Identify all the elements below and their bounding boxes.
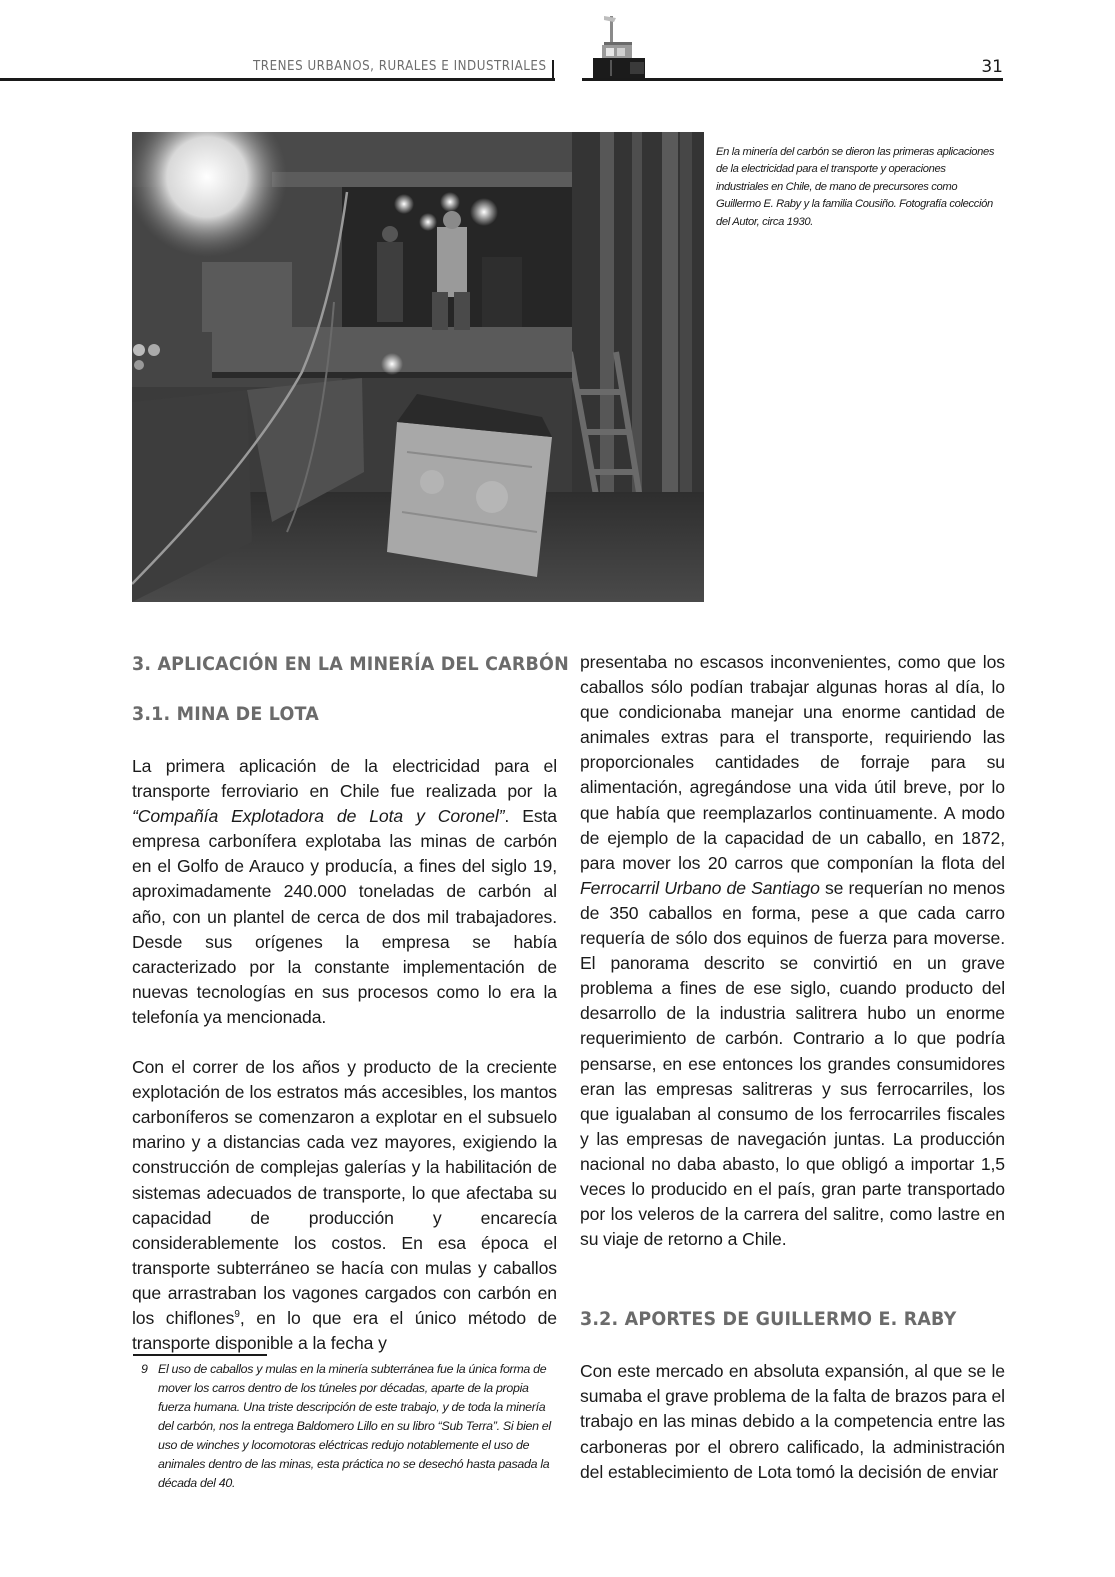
running-title: TRENES URBANOS, RURALES E INDUSTRIALES — [253, 58, 547, 74]
paragraph-3 — [580, 650, 1005, 1252]
paragraph-4: Con este mercado en absoluta expansión, al que se le sumaba el grave problema de la falta de brazos para el trabajo en las minas debido a la competencia entre las carboneras por el obrero calificado, la administración del establecimiento de Lota tomó la decisión de enviar — [580, 1361, 1005, 1482]
footnote — [133, 1360, 553, 1493]
footnote-ref[interactable]: 9 — [234, 1309, 240, 1321]
header-rule-right — [582, 78, 1003, 81]
paragraph-3-text-cont: se requerían no menos de 350 caballos en forma, pese a que cada carro requería de sólo dos equinos de fuerza para moverse. El panorama descrito se convirtió en un grave problema a fines de ese siglo, cuando producto del desarrollo de la industria salitrera hubo un enorme requerimiento de carbón. Contrario a lo que podría pensarse, en ese entonces los grandes consumidores eran las empresas salitreras y sus ferrocarriles, los que igualaban al consumo de los ferrocarriles fiscales y las empresas de navegación juntas. La producción nacional no daba abasto, lo que obligó a importar 1,5 veces lo producido en el país, gran parte transportado por los veleros de la carrera del salitre, como lastre en su viaje de retorno a Chile. — [580, 877, 1005, 1250]
locomotive-icon — [590, 12, 676, 80]
paragraph-1 — [132, 754, 557, 1030]
paragraph-1-text: La primera aplicación de la electricidad para el transporte ferroviario en Chile fue realizada por la — [132, 756, 557, 802]
left-column — [132, 650, 569, 1356]
header-divider-tick — [552, 60, 554, 81]
paragraph-3-text: presentaba no escasos inconvenientes, como que los caballos sólo podían trabajar algunas horas al día, lo que condicionaba manejar una enorme cantidad de animales extras para el transporte, requiriendo las proporcionales cantidades de forraje para su alimentación, agregándose una vida útil breve, por lo que había que reemplazarlos continuamente. A modo de ejemplo de la capacidad de un caballo, en 1872, para mover los 20 carros que componían la flota del — [580, 652, 1005, 873]
paragraph-2-text: Con el correr de los años y producto de la creciente explotación de los estratos más accesibles, los mantos carboníferos se comenzaron a explotar en el subsuelo marino y a distancias cada vez mayores, exigiendo la construcción de complejas galerías y la habilitación de sistemas adecuados de transporte, lo que afectaba su capacidad de producción y encarecía considerablemente los costos. En esa época el transporte subterráneo se hacía con mulas y caballos que arrastraban los vagones cargados con carbón en los chiflones — [132, 1057, 557, 1328]
page-number: 31 — [981, 57, 1003, 77]
header-rule-left — [0, 78, 555, 81]
section-title: 3. APLICACIÓN EN LA MINERÍA DEL CARBÓN — [132, 653, 569, 675]
subsection-title-raby: 3.2. APORTES DE GUILLERMO E. RABY — [580, 1308, 957, 1331]
paragraph-2 — [132, 1055, 557, 1356]
ferrocarril-name-italic: Ferrocarril Urbano de Santiago — [580, 877, 820, 898]
footnote-number: 9 — [141, 1362, 148, 1376]
photo-caption: En la minería del carbón se dieron las primeras aplicaciones de la electricidad para el transporte y operaciones industriales en Chile, de mano de precursores como Guillermo E. Raby y la familia Cousiño. Fotografía colección del Autor, circa 1930. — [716, 146, 995, 228]
mine-photo — [132, 132, 704, 602]
paragraph-1-text-cont: . Esta empresa carbonífera explotaba las minas de carbón en el Golfo de Arauco y producía, a fines del siglo 19, aproximadamente 240.000 toneladas de carbón al año, con un plantel de cerca de dos mil trabajadores. Desde sus orígenes la empresa se había caracterizado por la constante implementación de nuevas tecnologías en sus procesos como lo era la telefonía ya mencionada. — [132, 806, 557, 1027]
right-column — [580, 650, 1005, 1485]
subsection-title-mina-de-lota: 3.1. MINA DE LOTA — [132, 703, 319, 725]
page-header — [0, 0, 1115, 100]
footnote-rule — [133, 1354, 267, 1356]
company-name-italic: “Compañía Explotadora de Lota y Coronel” — [132, 806, 505, 827]
paragraph-2-text-cont: , en lo que era el único método de transporte disponible a la fecha y — [132, 1307, 557, 1354]
footnote-text: El uso de caballos y mulas en la minería subterránea fue la única forma de mover los carros dentro de los túneles por décadas, aparte de la propia fuerza humana. Una triste descripción de este trabajo, y de toda la minería del carbón, nos la entrega Baldomero Lillo en su libro “Sub Terra”. Si bien el uso de winches y locomotoras eléctricas redujo notablemente el uso de animales dentro de las minas, esta práctica no se desechó hasta pasada la década del 40. — [158, 1362, 551, 1490]
